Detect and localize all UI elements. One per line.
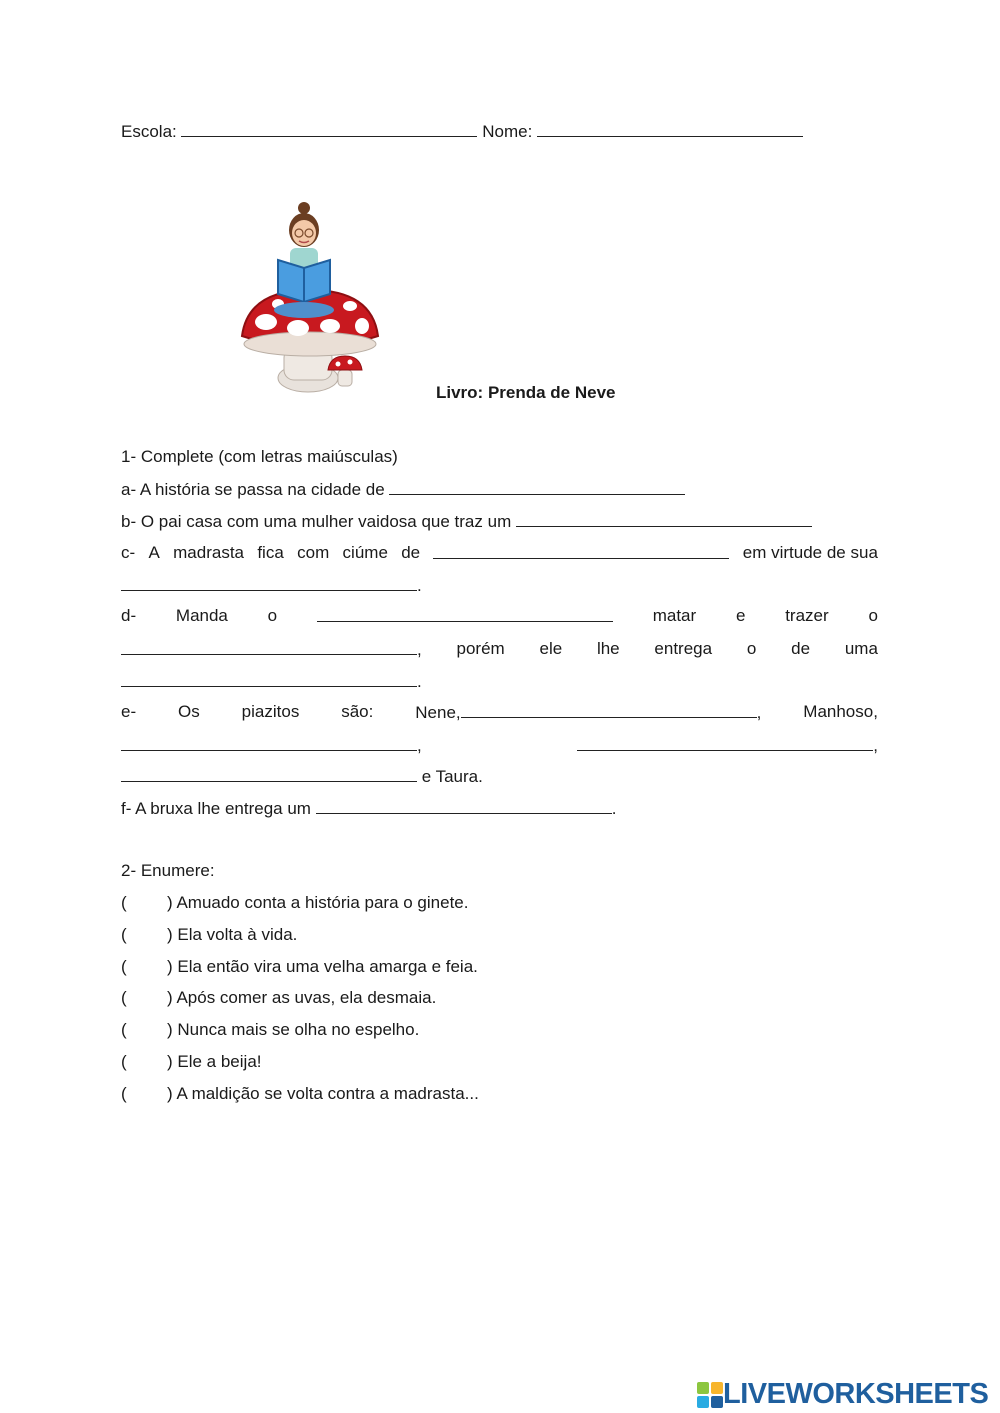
- word: porém: [456, 639, 505, 658]
- q1-item-d-line3: [121, 670, 878, 693]
- q1-item-a: [121, 478, 878, 501]
- q2-answer-box[interactable]: (: [121, 1084, 127, 1103]
- word: de: [401, 543, 421, 562]
- q1-b-text: b- O pai casa com uma mulher vaidosa que traz um: [121, 512, 512, 531]
- q1-d-input-1[interactable]: [317, 605, 613, 622]
- q1-item-c-line2: [121, 574, 878, 597]
- q1-item-e: [121, 701, 878, 724]
- q2-item-text: ) Amuado conta a história para o ginete.: [167, 893, 469, 912]
- q2-title: 2- Enumere:: [121, 861, 215, 880]
- q1-title: 1- Complete (com letras maiúsculas): [121, 447, 398, 466]
- word: fica: [257, 543, 284, 562]
- q1-item-b: [121, 510, 878, 533]
- word: Nene,: [415, 703, 461, 722]
- q2-answer-box[interactable]: (: [121, 893, 127, 912]
- q2-item: [121, 987, 436, 1009]
- word: d-: [121, 606, 137, 625]
- book-title: Livro: Prenda de Neve: [436, 383, 616, 402]
- q1-a-text: a- A história se passa na cidade de: [121, 480, 385, 499]
- q2-answer-box[interactable]: (: [121, 957, 127, 976]
- word: ,: [417, 736, 422, 755]
- q2-item: [121, 924, 297, 946]
- school-label: Escola:: [121, 122, 177, 141]
- q1-c-input-1[interactable]: [433, 542, 729, 559]
- brand-name: LIVEWORKSHEETS: [723, 1378, 989, 1410]
- word: lhe: [596, 639, 620, 658]
- q2-item-text: ) Ele a beija!: [167, 1052, 262, 1071]
- q1-f-end: .: [611, 799, 617, 818]
- word: piazitos: [241, 702, 300, 721]
- q2-item-text: ) Ela volta à vida.: [167, 925, 298, 944]
- school-input[interactable]: [181, 120, 477, 137]
- word: ,: [756, 703, 762, 722]
- word: de: [791, 639, 811, 658]
- q1-e-end: e Taura.: [421, 767, 483, 786]
- word: e: [735, 606, 746, 625]
- word: o: [868, 606, 878, 625]
- word: ,: [873, 736, 878, 755]
- word: trazer: [785, 606, 829, 625]
- liveworksheets-logo-icon: [697, 1382, 723, 1408]
- word: c-: [121, 543, 136, 562]
- word: ,: [417, 640, 422, 659]
- q1-c-input-2[interactable]: [121, 574, 417, 591]
- name-label: Nome:: [482, 122, 533, 141]
- word: com: [297, 543, 330, 562]
- q1-a-input[interactable]: [389, 478, 685, 495]
- q2-item-text: ) Após comer as uvas, ela desmaia.: [167, 988, 437, 1007]
- girl-reading-on-mushroom-illustration: [238, 198, 388, 403]
- q1-e-input-3[interactable]: [577, 734, 873, 751]
- word: são:: [341, 702, 374, 721]
- word: Os: [178, 702, 200, 721]
- word: matar: [652, 606, 697, 625]
- q1-e-input-2[interactable]: [121, 734, 417, 751]
- q2-item: [121, 956, 478, 978]
- q1-item-e-line3: [121, 765, 878, 788]
- q1-d-input-3[interactable]: [121, 670, 417, 687]
- word: Manhoso,: [803, 702, 878, 721]
- q2-answer-box[interactable]: (: [121, 1020, 127, 1039]
- q2-item-text: ) Ela então vira uma velha amarga e feia.: [167, 957, 478, 976]
- q1-f-text: f- A bruxa lhe entrega um: [121, 799, 311, 818]
- q1-c-after: em virtude de sua: [742, 543, 878, 562]
- liveworksheets-logo: [697, 1378, 988, 1411]
- word: e-: [121, 702, 137, 721]
- q1-item-d: [121, 605, 878, 627]
- q2-item: [121, 1019, 419, 1041]
- q2-item-text: ) A maldição se volta contra a madrasta...: [167, 1084, 479, 1103]
- q1-e-input-1[interactable]: [461, 701, 757, 718]
- q2-answer-box[interactable]: (: [121, 1052, 127, 1071]
- word: ele: [539, 639, 563, 658]
- word: Manda: [175, 606, 228, 625]
- word: madrasta: [173, 543, 245, 562]
- q2-answer-box[interactable]: (: [121, 988, 127, 1007]
- q1-d-input-2[interactable]: [121, 638, 417, 655]
- q2-answer-box[interactable]: (: [121, 925, 127, 944]
- q1-item-f: [121, 797, 878, 820]
- name-input[interactable]: [537, 120, 803, 137]
- q1-b-input[interactable]: [516, 510, 812, 527]
- q1-e-input-4[interactable]: [121, 765, 417, 782]
- header-row: [121, 120, 878, 143]
- word: o: [746, 639, 757, 658]
- q1-c-end: .: [417, 576, 422, 595]
- word: uma: [844, 639, 878, 658]
- q2-item-text: ) Nunca mais se olha no espelho.: [167, 1020, 420, 1039]
- word: A: [148, 543, 160, 562]
- q1-d-end: .: [417, 672, 422, 691]
- q1-item-c: [121, 542, 878, 564]
- q2-item: [121, 1083, 479, 1105]
- q2-item: [121, 1051, 262, 1073]
- word: ciúme: [342, 543, 388, 562]
- word: entrega: [654, 639, 713, 658]
- q1-item-e-line2: [121, 734, 878, 757]
- word: o: [267, 606, 278, 625]
- q1-item-d-line2: [121, 638, 878, 661]
- q2-item: [121, 892, 468, 914]
- q1-f-input[interactable]: [316, 797, 612, 814]
